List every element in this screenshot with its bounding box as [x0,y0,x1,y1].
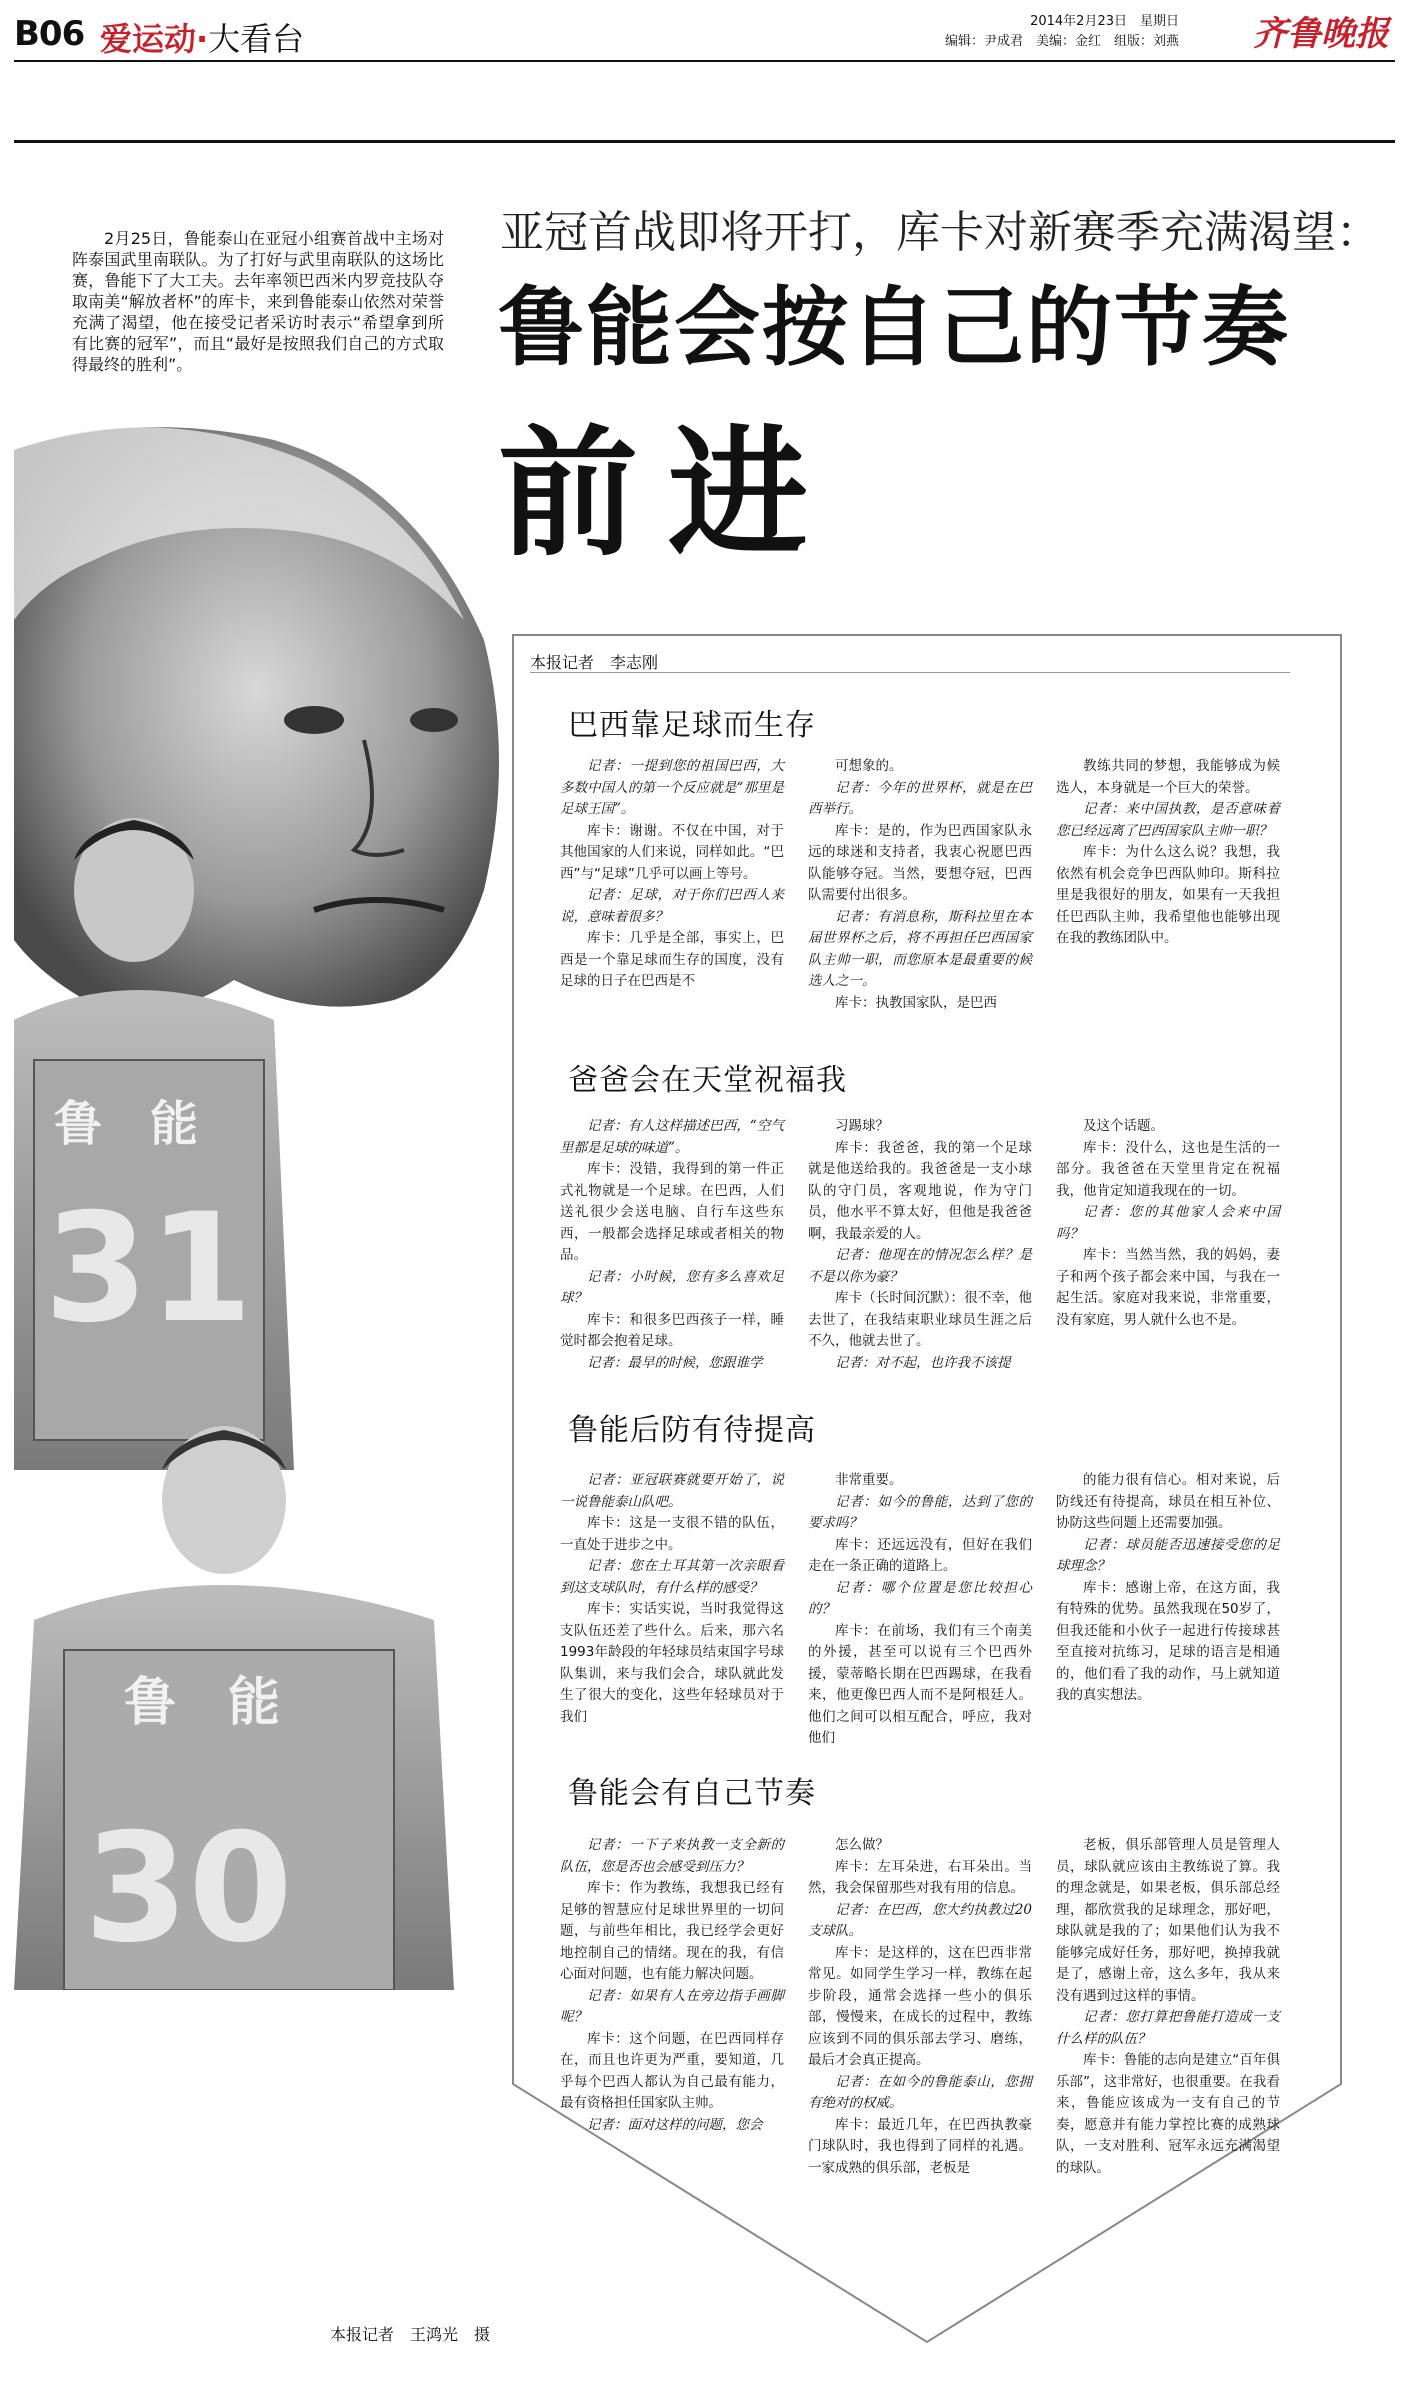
interview-answer: 库卡：实话实说，当时我觉得这支队伍还差了些什么。后来，那六名1993年龄段的年轻球员结束国字号球队集训，来与我们会合，球队就此发生了很大的变化，这些年轻球员对于我们 [560,1601,784,1725]
interview-answer: 库卡：没错，我得到的第一件正式礼物就是一个足球。在巴西，人们送礼很少会送电脑、自行车这些东西，一般都会选择足球或者相关的物品。 [560,1161,784,1263]
reporter-question: 记者：对不起，也许我不该提 [835,1354,1011,1371]
reporter-question: 记者：足球，对于你们巴西人来说，意味着很多？ [560,887,784,925]
interview-answer: 库卡：还远远没有，但好在我们走在一条正确的道路上。 [808,1536,1032,1574]
headline-main-line2: 前进 [498,413,839,576]
photo-collage [14,420,504,1990]
interview-answer: 非常重要。 [835,1472,903,1488]
interview-answer: 库卡：执教国家队，是巴西 [835,994,997,1011]
reporter-question: 记者：来中国执教，是否意味着您已经远离了巴西国家队主帅一职？ [1056,801,1280,839]
reporter-question: 记者：一下子来执教一支全新的队伍，您是否也会感受到压力？ [560,1837,784,1875]
section-title-red: 爱运动 [100,20,197,58]
section-title-black: 大看台 [208,20,305,58]
interview-answer: 及这个话题。 [1083,1118,1164,1134]
interview-answer: 库卡：几乎是全部，事实上，巴西是一个靠足球而生存的国度，没有足球的日子在巴西是不 [560,930,784,989]
newspaper-logo: 齐鲁晚报 [1253,14,1389,54]
article-column [808,1470,1032,1750]
reporter-question: 记者：亚冠联赛就要开始了，说一说鲁能泰山队吧。 [560,1472,784,1510]
article-column [1056,1116,1280,1374]
interview-answer: 库卡：为什么这么说？我想，我依然有机会竞争巴西队帅印。斯科拉里是我很好的朋友，如果有一天我担任巴西队主帅，我希望他也能够出现在我的教练团队中。 [1056,844,1280,946]
interview-answer: 库卡（长时间沉默）：很不幸，他去世了，在我结束职业球员生涯之后不久，他就去世了。 [808,1290,1032,1349]
byline: 本报记者 李志刚 [530,653,659,672]
publication-date: 2014年2月23日 星期日 [1030,14,1179,29]
interview-answer: 库卡：这是一支很不错的队伍，一直处于进步之中。 [560,1515,784,1553]
header-top-rule [14,60,1395,62]
editor-credits: 编辑：尹成君 美编：金红 组版：刘燕 [944,34,1179,49]
interview-answer: 库卡：这个问题，在巴西同样存在，而且也许更为严重，要知道，几乎每个巴西人都认为自己最有能力，最有资格担任国家队主帅。 [560,2030,784,2111]
shirt-number-1: 31 [44,1182,253,1356]
header-meta [945,12,1179,52]
lead-paragraph: 2月25日，鲁能泰山在亚冠小组赛首战中主场对阵泰国武里南联队。为了打好与武里南联队的这场比赛，鲁能下了大工夫。去年率领巴西米内罗竞技队夺取南美“解放者杯”的库卡，来到鲁能泰山依然对荣誉充满了渴望，他在接受记者采访时表示“希望拿到所有比赛的冠军”，而且“最好是按照我们自己的方式取得最终的胜利”。 [72,229,444,374]
interview-answer: 可想象的。 [835,758,903,774]
article-column [560,1835,784,2179]
page-number: B06 [14,14,85,54]
article-column [560,1470,784,1750]
reporter-question: 记者：他现在的情况怎么样？是不是以你为豪？ [808,1247,1032,1285]
interview-answer: 库卡：最近几年，在巴西执教豪门球队时，我也得到了同样的礼遇。一家成熟的俱乐部，老板是 [808,2116,1032,2176]
interview-answer: 库卡：作为教练，我想我已经有足够的智慧应付足球世界里的一切问题，与前些年相比，我已经学会更好地控制自己的情绪。现在的我，有信心面对问题，也有能力解决问题。 [560,1880,784,1982]
byline-rule [530,672,1290,673]
shirt-number-2: 30 [84,1802,293,1976]
article-column [808,1116,1032,1374]
section-2-columns [560,1116,1280,1374]
section-4-columns [560,1835,1280,2179]
section-heading-2: 爸爸会在天堂祝福我 [568,1063,847,1098]
interview-answer: 习踢球？ [835,1118,889,1134]
player-two-photo [14,1426,454,1990]
section-3-columns [560,1470,1280,1750]
reporter-question: 记者：您在土耳其第一次亲眼看到这支球队时，有什么样的感受？ [560,1558,784,1596]
interview-answer: 库卡：是的，作为巴西国家队永远的球迷和支持者，我衷心祝愿巴西队能够夺冠。当然，要想夺冠，巴西队需要付出很多。 [808,822,1032,903]
headline-main: 鲁能会按自己的节奏 [498,278,1290,378]
interview-answer: 库卡：我爸爸，我的第一个足球就是他送给我的。我爸爸是一支小球队的守门员，客观地说，作为守门员，他水平不算太好，但他是我爸爸啊，我最亲爱的人。 [808,1139,1032,1242]
interview-answer: 库卡：没什么，这也是生活的一部分。我爸爸在天堂里肯定在祝福我，他肯定知道我现在的一切。 [1056,1139,1280,1199]
reporter-question: 记者：哪个位置是您比较担心的？ [808,1579,1032,1617]
article-column [1056,756,1280,1014]
interview-answer: 库卡：在前场，我们有三个南美的外援，甚至可以说有三个巴西外援，蒙蒂略长期在巴西踢球，在我看来，他更像巴西人而不是阿根廷人。他们之间可以相互配合，呼应，我对他们 [808,1622,1032,1746]
interview-answer: 的能力很有信心。相对来说，后防线还有待提高，球员在相互补位、协防这些问题上还需要加强。 [1056,1472,1280,1531]
article-column [808,1835,1032,2179]
reporter-question: 记者：今年的世界杯，就是在巴西举行。 [808,779,1032,817]
section-title [100,14,304,60]
reporter-question: 记者：您的其他家人会来中国吗？ [1056,1204,1280,1242]
reporter-question: 记者：面对这样的问题，您会 [587,2116,763,2133]
reporter-question: 记者：您打算把鲁能打造成一支什么样的队伍？ [1056,2009,1280,2047]
shirt-text-1: 鲁 能 [54,1096,199,1152]
interview-answer: 库卡：感谢上帝，在这方面，我有特殊的优势。虽然我现在50岁了，但我还能和小伙子一起进行传接球甚至直接对抗练习，足球的语言是相通的，他们看了我的动作，马上就知道我的真实想法。 [1056,1579,1280,1703]
reporter-question: 记者：有消息称，斯科拉里在本届世界杯之后，将不再担任巴西国家队主帅一职，而您原本是最重要的候选人之一。 [808,908,1032,989]
interview-answer: 库卡：当然当然，我的妈妈，妻子和两个孩子都会来中国，与我在一起生活。家庭对我来说，非常重要，没有家庭，男人就什么也不是。 [1056,1247,1280,1328]
header-rule [14,140,1395,143]
interview-answer: 库卡：是这样的，这在巴西非常常见。如同学生学习一样，教练在起步阶段，通常会选择一些小的俱乐部，慢慢来，在成长的过程中，教练应该到不同的俱乐部去学习、磨练，最后才会真正提高。 [808,1944,1032,2068]
reporter-question: 记者：有人这样描述巴西，“空气里都是足球的味道”。 [560,1118,784,1156]
interview-answer: 怎么做？ [835,1837,889,1853]
section-heading-3: 鲁能后防有待提高 [568,1413,816,1448]
reporter-question: 记者：一提到您的祖国巴西，大多数中国人的第一个反应就是“那里是足球王国”。 [560,758,784,817]
article-column [560,1116,784,1374]
photo-credit: 本报记者 王鸿光 摄 [330,2325,491,2344]
section-heading-1: 巴西靠足球而生存 [568,708,816,743]
article-column [560,756,784,1014]
interview-answer: 库卡：谢谢。不仅在中国，对于其他国家的人们来说，同样如此。“巴西”与“足球”几乎可以画上等号。 [560,822,784,882]
article-column [1056,1835,1280,2179]
section-heading-4: 鲁能会有自己节奏 [568,1776,816,1811]
shirt-text-2: 鲁 能 [124,1673,281,1733]
reporter-question: 记者：小时候，您有多么喜欢足球？ [560,1268,784,1306]
section-1-columns [560,756,1280,1014]
interview-answer: 库卡：和很多巴西孩子一样，睡觉时都会抱着足球。 [560,1311,784,1349]
interview-answer: 老板，俱乐部管理人员是管理人员，球队就应该由主教练说了算。我的理念就是，如果老板，俱乐部总经理，都欣赏我的足球理念，那好吧，球队就是我的了；如果他们认为我不能够完成好任务，那好吧，换掉我就是了，感谢上帝，这么多年，我从来没有遇到过这样的事情。 [1056,1837,1280,2004]
interview-answer: 教练共同的梦想，我能够成为候选人，本身就是一个巨大的荣誉。 [1056,758,1280,796]
reporter-question: 记者：在如今的鲁能泰山，您拥有绝对的权威。 [808,2073,1032,2111]
interview-answer: 库卡：鲁能的志向是建立“百年俱乐部”，这非常好，也很重要。在我看来，鲁能应该成为一支有自己的节奏，愿意并有能力掌控比赛的成熟球队，一支对胜利、冠军永远充满渴望的球队。 [1056,2052,1280,2176]
reporter-question: 记者：如今的鲁能，达到了您的要求吗？ [808,1493,1032,1531]
section-title-separator: · [196,20,209,58]
reporter-question: 记者：球员能否迅速接受您的足球理念？ [1056,1536,1280,1574]
headline-kicker: 亚冠首战即将开打，库卡对新赛季充满渴望： [500,207,1380,258]
reporter-question: 记者：在巴西，您大约执教过20支球队。 [808,1901,1032,1939]
article-column [808,756,1032,1014]
reporter-question: 记者：最早的时候，您跟谁学 [587,1354,763,1371]
interview-answer: 库卡：左耳朵进，右耳朵出。当然，我会保留那些对我有用的信息。 [808,1858,1032,1896]
article-column [1056,1470,1280,1750]
reporter-question: 记者：如果有人在旁边指手画脚呢？ [560,1987,784,2025]
